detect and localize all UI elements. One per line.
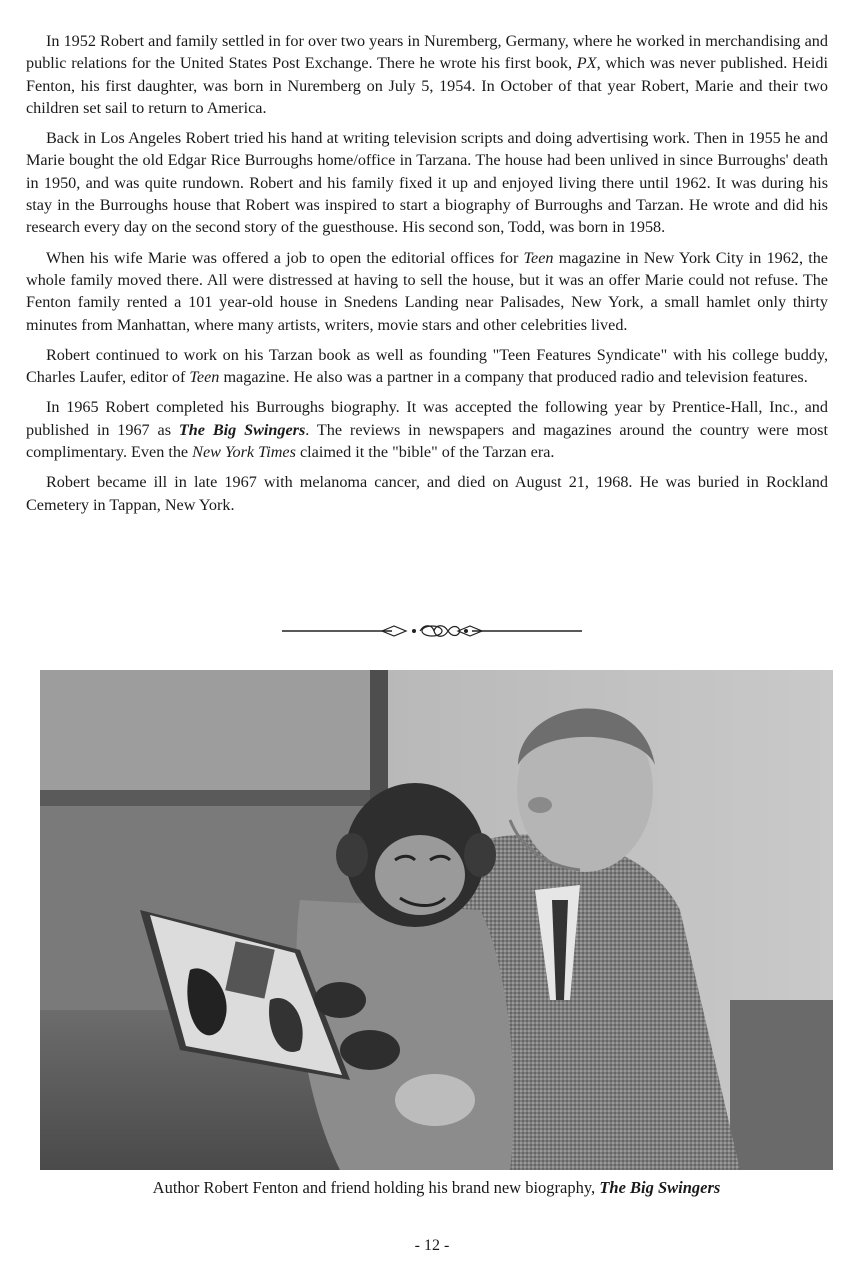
paragraph-text: magazine. He also was a partner in a company that produced radio and television features. — [219, 368, 808, 387]
paragraph — [26, 127, 828, 238]
paragraph-text: . The reviews in newspapers and magazines around the country were most complimentary. Even the — [26, 420, 828, 462]
paragraph-text: In 1965 Robert completed his Burroughs biography. It was accepted the following year by Prentice-Hall, Inc., and published in 1967 as — [26, 398, 828, 439]
photograph — [40, 670, 833, 1170]
emphasized-text: New York Times — [192, 443, 296, 462]
emphasized-text: PX — [576, 54, 597, 73]
caption-text: Author Robert Fenton and friend holding his brand new biography, — [152, 1178, 600, 1197]
paragraph-text: claimed it the "bible" of the Tarzan era. — [295, 443, 555, 462]
paragraph-text: , which was never published. Heidi Fenton, his first daughter, was born in Nuremberg on July 5, 1954. In October of that year Robert, Marie and their two children set sail to return to America. — [26, 54, 829, 117]
paragraph-text: In 1952 Robert and family settled in for over two years in Nuremberg, Germany, where he worked in merchandising and public relations for the United States Post Exchange. There he wrote his first book, — [26, 32, 828, 73]
paragraph-text: When his wife Marie was offered a job to open the editorial offices for — [46, 248, 524, 267]
paragraph — [26, 344, 828, 389]
paragraph — [26, 247, 828, 336]
divider-ornament-icon — [282, 622, 582, 640]
emphasized-text: Teen — [189, 368, 220, 387]
paragraph — [26, 471, 828, 516]
caption-book-title: The Big Swingers — [599, 1178, 721, 1197]
paragraph-text: Robert became ill in late 1967 with melanoma cancer, and died on August 21, 1968. He was buried in Rockland Cemetery in Tappan, New York. — [26, 473, 828, 514]
body-text — [26, 30, 828, 524]
emphasized-text: Teen — [523, 248, 554, 267]
photo-caption — [40, 1177, 833, 1199]
paragraph-text: Robert continued to work on his Tarzan book as well as founding "Teen Features Syndicate" with his college buddy, Charles Laufer, editor of — [26, 345, 828, 387]
paragraph-text: magazine in New York City in 1962, the whole family moved there. All were distressed at having to sell the house, but it was an offer Marie could not refuse. The Fenton family rented a 101 year-old house in Snedens Landing near Palisades, New York, a small hamlet only thirty minutes from Manhattan, where many artists, writers, movie stars and other celebrities lived. — [26, 248, 828, 334]
paragraph — [26, 30, 828, 119]
emphasized-text: The Big Swingers — [178, 420, 306, 439]
paragraph-text: Back in Los Angeles Robert tried his hand at writing television scripts and doing advertising work. Then in 1955 he and Marie bought the old Edgar Rice Burroughs home/office in Tarzana. The house had been unlived in since Burroughs' death in 1950, and was quite rundown. Robert and his family fixed it up and enjoyed living there until 1962. It was during his stay in the Burroughs house that Robert was inspired to start a biography of Burroughs and Tarzan. He wrote and did his research every day on the second story of the guesthouse. His second son, Todd, was born in 1958. — [26, 129, 828, 237]
man-with-chimpanzee-reading-book-icon — [40, 670, 833, 1170]
page-number: - 12 - — [414, 1237, 450, 1254]
paragraph — [26, 396, 828, 463]
